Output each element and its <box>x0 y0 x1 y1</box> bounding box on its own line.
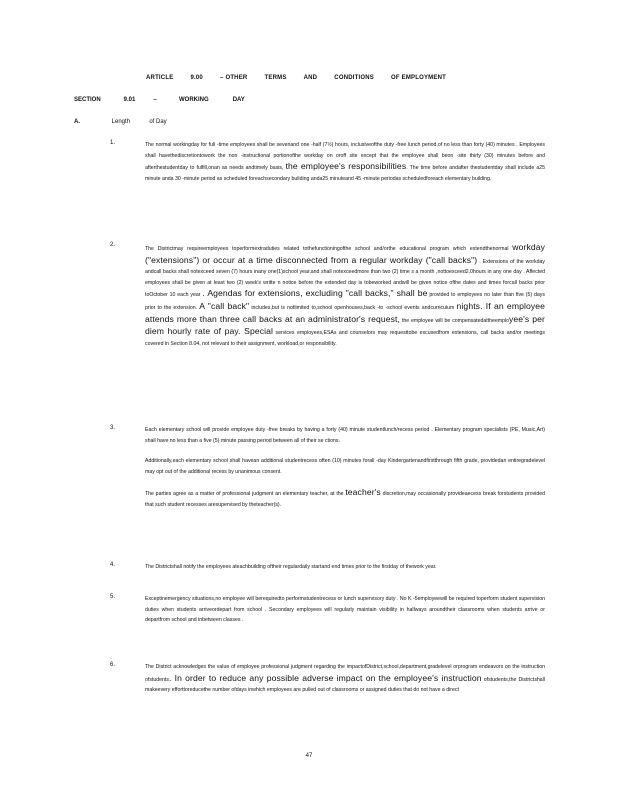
item-body <box>145 140 545 194</box>
item-number: 3. <box>110 425 116 431</box>
item-paragraph: Additionally,each elementary school shall havean additional studentrecess often (10) minutes forall -day Kindergartenandfirstthrough fifth grade, providedan entiregradelevel may opt out of the additional recess by unanimous consent. <box>145 458 545 475</box>
section-number: 9.01 <box>123 97 136 103</box>
item-paragraph: The Districtshall notify the employees ateachbuilding oftheir regulardaily startand end times prior to the firstday of thework year. <box>145 564 437 570</box>
paragraph-text: the employee will be compensatedattheemplo <box>401 317 509 324</box>
paragraph-text: services employees,ESAs and counselors may requesttobe excusedfrom extensions, call backs and/or meetings covered in Section 8.04, not relevant to their assignment, workload,or responsibility. <box>145 330 545 347</box>
item-paragraph <box>145 242 545 349</box>
paragraph-text: provided to employees no later than five (5) days prior to the extension. <box>145 292 545 311</box>
section-heading <box>74 97 245 103</box>
article-heading <box>146 75 446 81</box>
paragraph-text: ofstudents,the Districtshall makeevery efforttoreducethe number ofdays inwhich employees are pulled out of classrooms or assigned duties that do not have a direct <box>145 676 545 694</box>
item-paragraph <box>145 662 545 696</box>
paragraph-text-large: workday ("extensions") or occur at a time disconnected from a regular workday ("call backs") <box>145 242 545 265</box>
item-body <box>145 594 545 636</box>
item-body <box>145 425 545 521</box>
item-number: 6. <box>110 662 116 668</box>
subsection-label: Length <box>111 119 131 125</box>
item-number: 1. <box>110 140 116 146</box>
section-label: SECTION <box>74 97 101 103</box>
item-number: 2. <box>110 242 116 248</box>
item-body <box>145 562 545 583</box>
paragraph-text-large: nights. If an employee attends more than three call backs at an administrator's request, <box>145 300 545 324</box>
section-title-word: WORKING <box>179 97 209 103</box>
item-paragraph: Exceptinemergency situations,no employee will berequiredto performstudentrecess or lunch supervisory duty . No K -5employeewill be required toperform student supervision duties when students arriveordepart from school . Secondary employees will regularly maintain visibility in hallways aroundtheir classrooms when students arrive or departfrom school and inbetween classes . <box>145 596 545 624</box>
paragraph-text: includes,but is notlimited to,school openhouses,back -to -school events andcurriculum <box>251 304 455 311</box>
item-paragraph <box>145 487 545 510</box>
article-word: CONDITIONS <box>334 75 374 81</box>
paragraph-text: . The time before andafter thestudentday shall include a25 minute anda 30 -minute period as scheduled foreachsecondary building anda25 minuteand 45 -minute periodas scheduledforeach elementary building. <box>145 165 545 182</box>
item-paragraph: Each elementary school will provide employee duty -free breaks by having a forty (40) minute studentlunch/recess period . Elementary program specialists (PE, Music,Art) shall have no less than a five (5) minute passing period between all of their se ctions. <box>145 427 545 444</box>
paragraph-text-large: . In order to reduce any possible adverse impact on the employee's instruction <box>168 672 482 683</box>
paragraph-text: The normal workingday for full -time employees shall be sevenand one -half (7½) hours, inclusiveofthe duty -free lunch period,of no less than forty (40) minutes . Employees shall havethediscretiontowork the non -instructional portionofthe workday on oroff site except that the employee shall beon -site thirty (30) minutes before and afterthestudentday to fulfill,onan as needs andtimely basis, <box>145 142 545 172</box>
item-body <box>145 242 545 359</box>
paragraph-text-large: the employee's responsibilities <box>285 161 407 172</box>
paragraph-text-large: teacher's <box>345 487 381 498</box>
paragraph-text: discretion,may occasionally provideaecess break forstudents provided that such student recesses aresupervised by theteacher(s). <box>145 491 545 508</box>
item-number: 4. <box>110 562 116 568</box>
article-word: ARTICLE <box>146 75 174 81</box>
paragraph-text: The Districtmay requireemployees toperformextraduties related tothefunctioningofthe school and/orthe educational program which extendthenormal <box>145 246 509 252</box>
subsection-label: of Day <box>149 119 167 125</box>
item-body <box>145 662 545 706</box>
article-word: TERMS <box>264 75 287 81</box>
article-word: AND <box>303 75 318 81</box>
paragraph-text-large: A "call back" <box>199 300 250 311</box>
section-title-word: DAY <box>232 97 245 103</box>
subsection-letter: A. <box>74 119 80 125</box>
paragraph-text-large: . Agendas for extensions, excluding "call backs," shall be <box>202 288 428 299</box>
item-paragraph <box>145 140 545 184</box>
section-dash: – <box>153 97 157 103</box>
paragraph-text: The District acknowledges the value of employee professional judgment regarding the impactofDistrict,school,department,gradelevel orprogram endeavors on the instruction ofstudents <box>145 664 545 683</box>
article-word: – OTHER <box>220 75 248 81</box>
paragraph-text: . Extensions of the workday andcall backs shall notexceed seven (7) hours inany one(1)school year,and shall notexceedmore than two (2) time s a month ,nottoexceed2.0hours in any one day . Affected employees shall be given at least two (2) week's writte n notice before the extended day is tobeworked andwill be given notice ofthe dates and times forcall backs prior toOctober 10 each year <box>145 258 546 299</box>
paragraph-text: The parties agree as a matter of professional judgment an elementary teacher, at the <box>145 491 344 498</box>
article-word: OF EMPLOYMENT <box>391 75 446 81</box>
article-word: 9.00 <box>190 75 203 81</box>
subsection-heading <box>74 119 167 125</box>
page-number: 47 <box>305 753 313 759</box>
paragraph-text-large: yee's per diem hourly rate of pay. Special <box>145 313 545 337</box>
item-number: 5. <box>110 594 116 600</box>
